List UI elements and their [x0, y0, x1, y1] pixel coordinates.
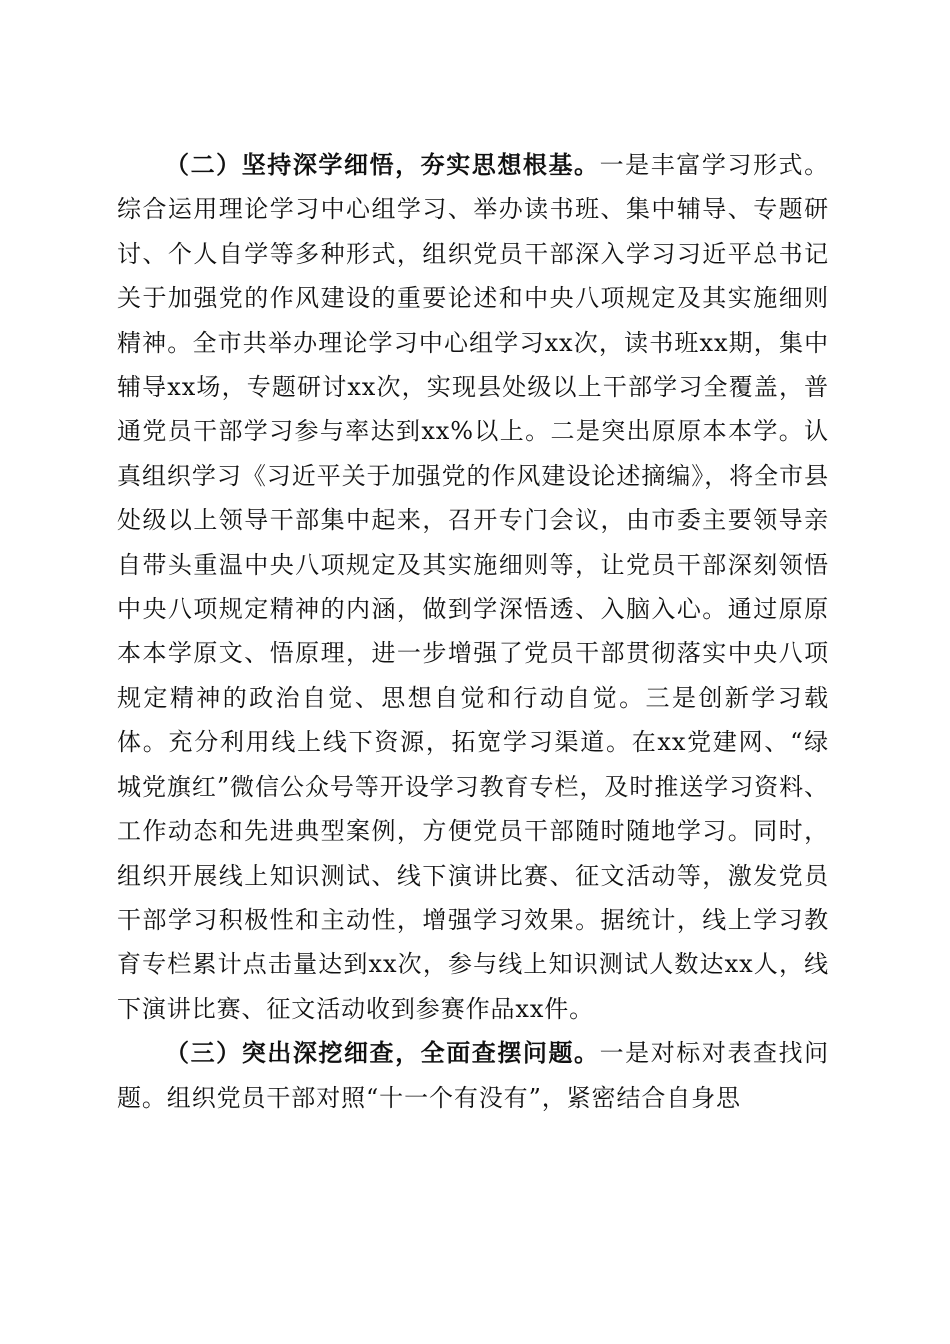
paragraph-3-text: 一是对标对表查找问题。组织党员干部对照“十一个有没有”，紧密结合自身思	[117, 1039, 829, 1112]
paragraph-3	[117, 1031, 829, 1120]
paragraph-3-heading: （三）突出深挖细查，全面查摆问题。	[165, 1038, 600, 1068]
paragraph-2-text: 一是丰富学习形式。综合运用理论学习中心组学习、举办读书班、集中辅导、专题研讨、个人自学等多种形式，组织党员干部深入学习习近平总书记关于加强党的作风建设的重要论述和中央八项规定及其实施细则精神。全市共举办理论学习中心组学习xx次，读书班xx期，集中辅导xx场，专题研讨xx次，实现县处级以上干部学习全覆盖，普通党员干部学习参与率达到xx%以上。二是突出原原本本学。认真组织学习《习近平关于加强党的作风建设论述摘编》，将全市县处级以上领导干部集中起来，召开专门会议，由市委主要领导亲自带头重温中央八项规定及其实施细则等，让党员干部深刻领悟中央八项规定精神的内涵，做到学深悟透、入脑入心。通过原原本本学原文、悟原理，进一步增强了党员干部贯彻落实中央八项规定精神的政治自觉、思想自觉和行动自觉。三是创新学习载体。充分利用线上线下资源，拓宽学习渠道。在xx党建网、“绿城党旗红”微信公众号等开设学习教育专栏，及时推送学习资料、工作动态和先进典型案例，方便党员干部随时随地学习。同时，组织开展线上知识测试、线下演讲比赛、征文活动等，激发党员干部学习积极性和主动性，增强学习效果。据统计，线上学习教育专栏累计点击量达到xx次，参与线上知识测试人数达xx人，线下演讲比赛、征文活动收到参赛作品xx件。	[117, 151, 829, 1023]
paragraph-2-heading: （二）坚持深学细悟，夯实思想根基。	[165, 150, 600, 179]
paragraph-2	[117, 143, 829, 1031]
document-body	[117, 143, 829, 1120]
